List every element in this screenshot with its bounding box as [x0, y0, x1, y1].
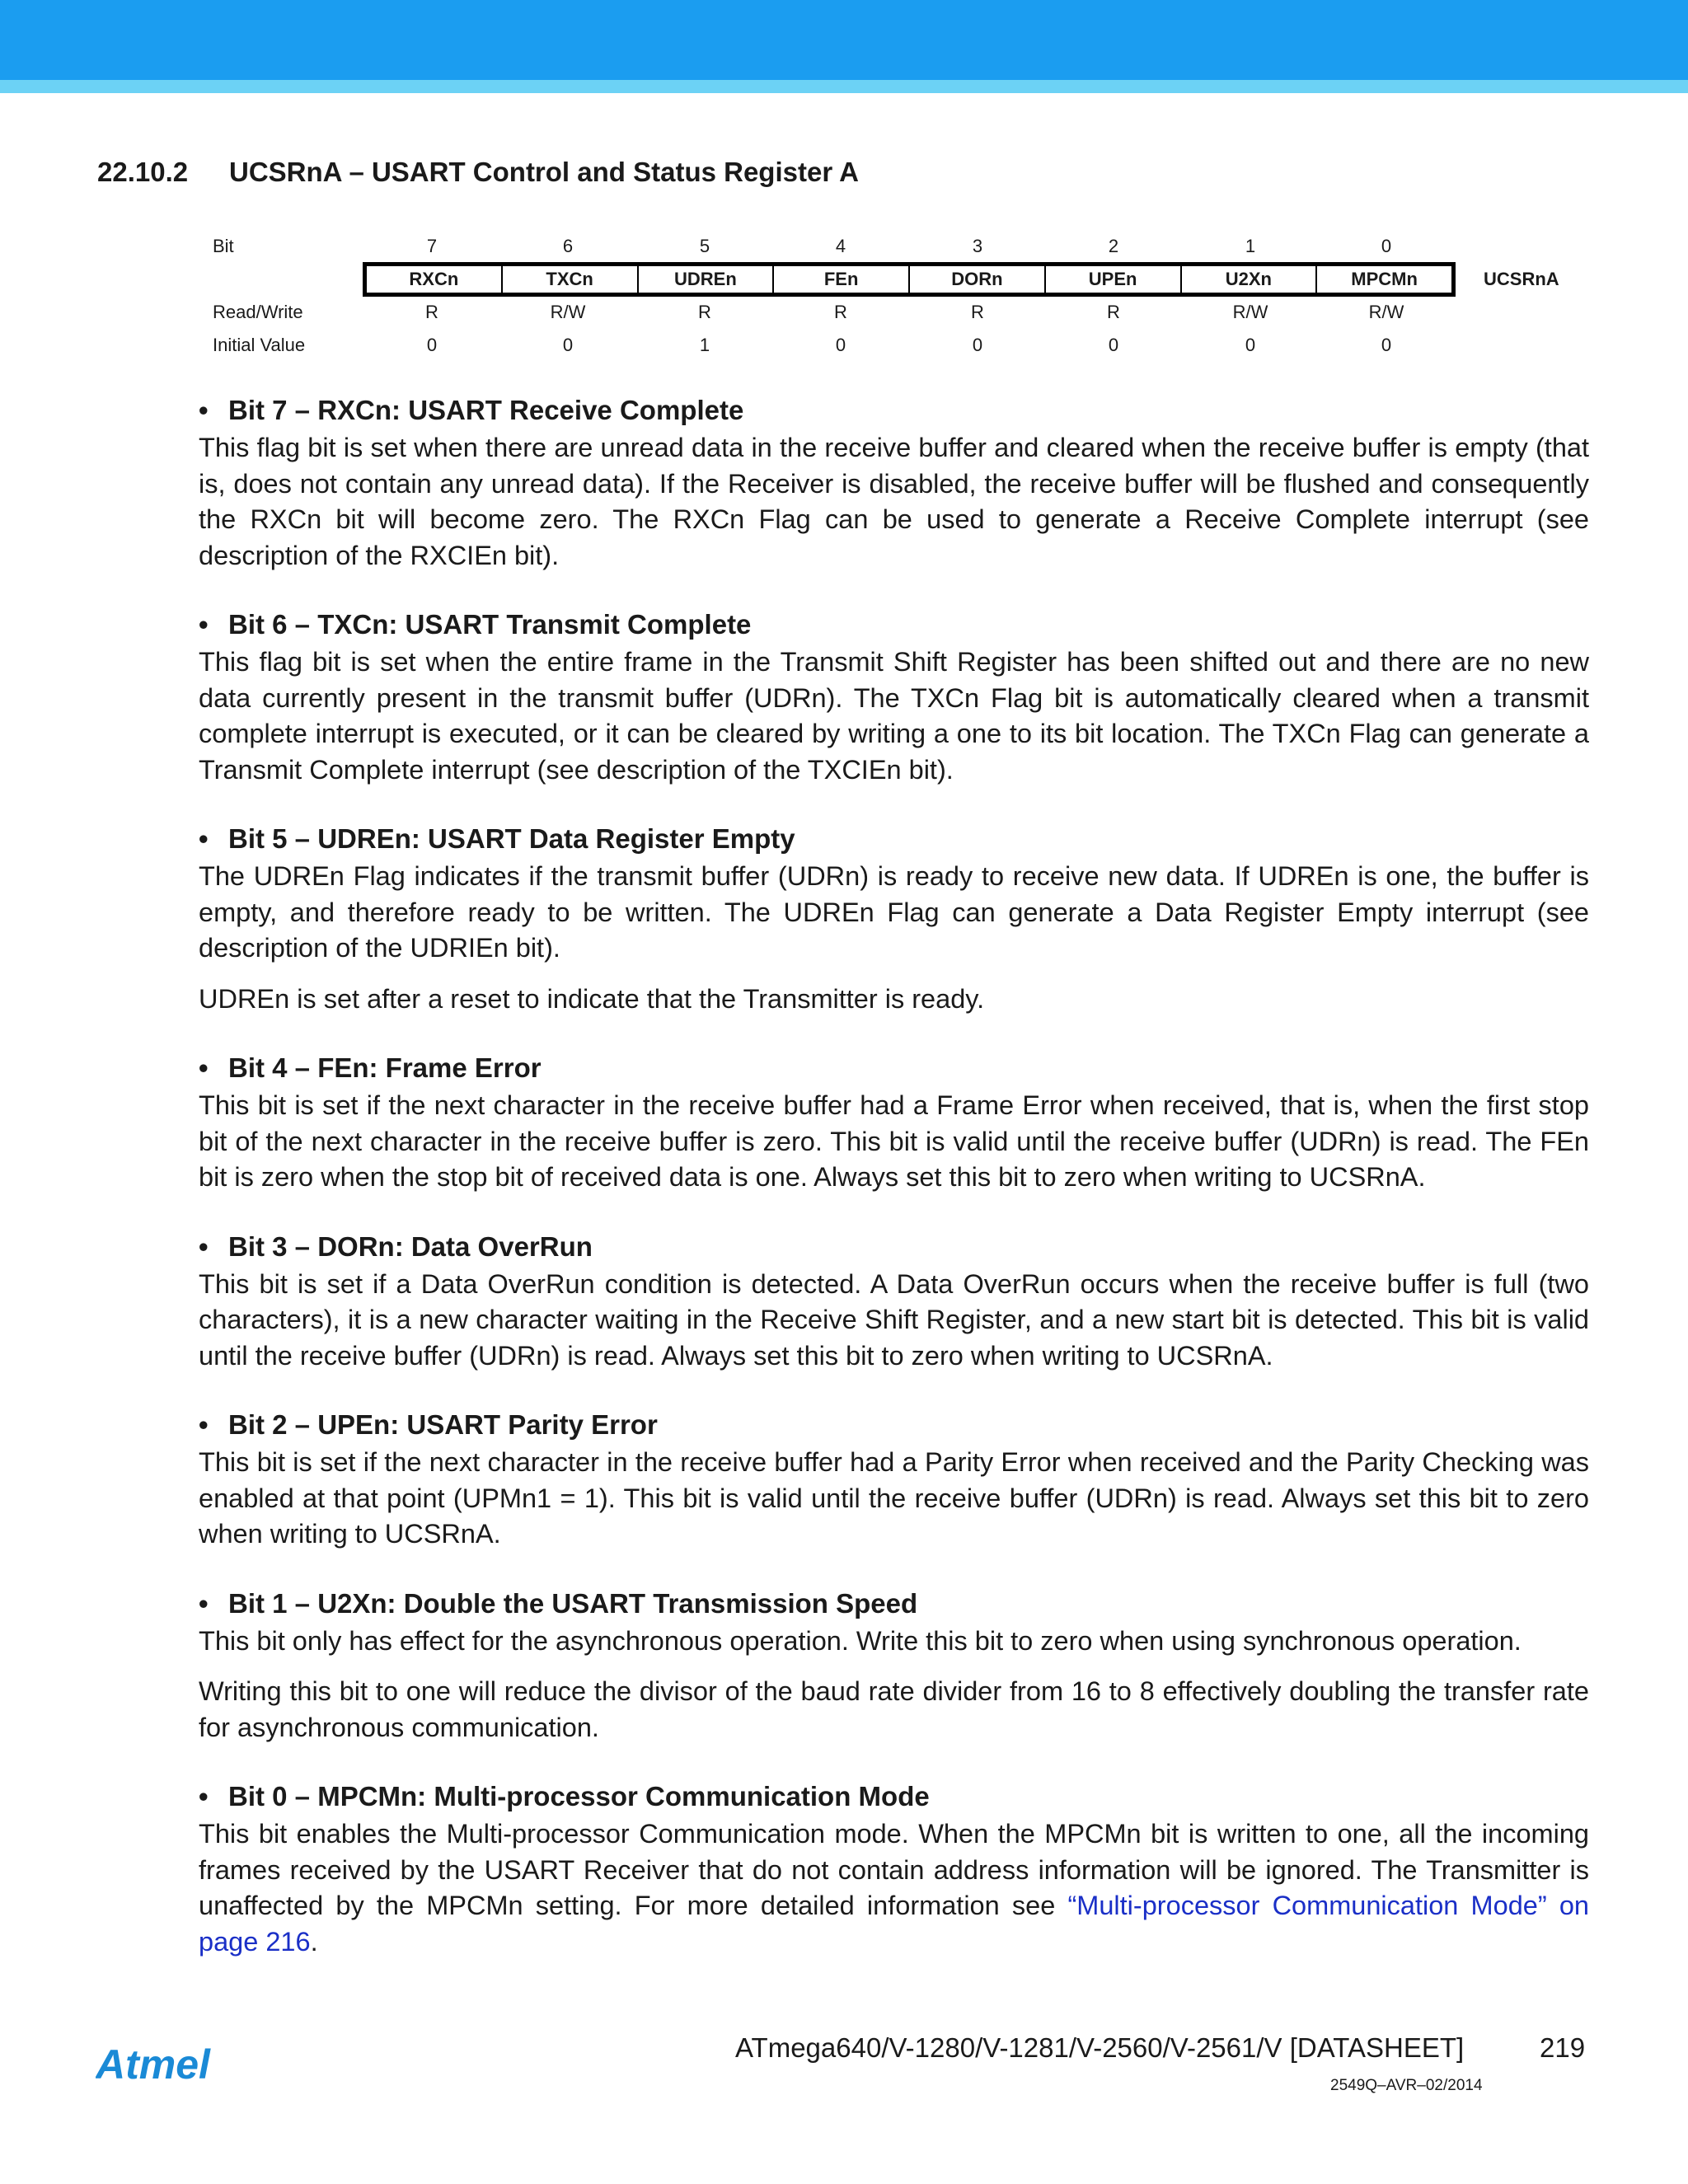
svg-text:Atmel: Atmel [96, 2042, 210, 2088]
bit-0-section [199, 1779, 1589, 1960]
init-value: 0 [835, 335, 846, 355]
bit-name: UDREn [639, 266, 775, 293]
bit-paragraph: This bit enables the Multi-processor Communication mode. When the MPCMn bit is written to one, all the incoming frames received by the USART Receiver that do not contain address information will be ignored. The Transmitter is unaffected by the MPCMn setting. For more detailed information see “Multi-processor Communication Mode” on page 216. [199, 1819, 1590, 1957]
bit-number: 4 [835, 236, 846, 256]
bit-heading: • Bit 1 – U2Xn: Double the USART Transmission Speed [199, 1587, 918, 1619]
bit-paragraph: This flag bit is set when the entire frame in the Transmit Shift Register has been shifted out and there are no new data currently present in the transmit buffer (UDRn). The TXCn Flag bit is automatically cleared when a transmit complete interrupt is executed, or it can be cleared by writing a one to its bit location. The TXCn Flag can generate a Transmit Complete interrupt (see description of the TXCIEn bit). [199, 647, 1589, 785]
bit-name: UPEn [1046, 266, 1182, 293]
bit-paragraph: UDREn is set after a reset to indicate that the Transmitter is ready. [199, 983, 985, 1014]
bit-number: 2 [1108, 236, 1119, 256]
bit-heading: • Bit 7 – RXCn: USART Receive Complete [199, 395, 744, 425]
bit-name: U2Xn [1182, 266, 1318, 293]
rw-value: R [425, 302, 438, 322]
footer-document-code: 2549Q–AVR–02/2014 [1330, 2077, 1483, 2094]
bit-2-section [199, 1407, 1589, 1553]
bit-3-section [199, 1229, 1589, 1375]
init-value: 0 [1245, 335, 1256, 355]
bit-name: DORn [910, 266, 1046, 293]
bit-paragraph: This bit is set if a Data OverRun condition is detected. A Data OverRun occurs when the receive buffer is full (two characters), it is a new character waiting in the Receive Shift Register, and a new start bit is detected. This bit is valid until the receive buffer (UDRn) is read. Always set this bit to zero when writing to UCSRnA. [199, 1268, 1589, 1371]
bit-7-section [199, 392, 1589, 574]
section-title: UCSRnA – USART Control and Status Register A [229, 157, 859, 187]
atmel-logo [96, 2042, 237, 2088]
bit-5-section [199, 821, 1589, 1017]
rw-value: R/W [550, 302, 586, 322]
header-stripe [0, 80, 1688, 93]
init-value: 0 [426, 335, 438, 355]
bit-1-section [199, 1586, 1589, 1746]
bit-heading: • Bit 2 – UPEn: USART Parity Error [199, 1409, 658, 1440]
bit-number: 5 [699, 236, 710, 256]
init-value: 0 [1381, 335, 1392, 355]
init-value: 1 [699, 335, 710, 355]
rw-value: R [1107, 302, 1120, 322]
bit-heading: • Bit 6 – TXCn: USART Transmit Complete [199, 609, 752, 640]
rw-value: R/W [1232, 302, 1268, 322]
init-value: 0 [972, 335, 983, 355]
bit-paragraph: This flag bit is set when there are unread data in the receive buffer and cleared when the receive buffer is empty (that is, does not contain any unread data). If the Receiver is disabled, the receive buffer will be flushed and consequently the RXCn bit will become zero. The RXCn Flag can be used to generate a Receive Complete interrupt (see description of the RXCIEn bit). [199, 433, 1589, 570]
bit-number: 0 [1381, 236, 1392, 256]
bit-heading: • Bit 0 – MPCMn: Multi-processor Communication Mode [199, 1781, 930, 1811]
bit-name: RXCn [367, 266, 503, 293]
footer-document-title: ATmega640/V-1280/V-1281/V-2560/V-2561/V [DATASHEET] [735, 2032, 1465, 2063]
bit-row-label: Bit [213, 236, 234, 256]
rw-value: R/W [1368, 302, 1404, 322]
bit-paragraph: This bit is set if the next character in the receive buffer had a Parity Error when received and the Parity Checking was enabled at that point (UPMn1 = 1). This bit is valid until the receive buffer (UDRn) is read. Always set this bit to zero when writing to UCSRnA. [199, 1447, 1589, 1549]
bit-number: 7 [426, 236, 438, 256]
bit-number: 6 [562, 236, 574, 256]
register-bit-box [363, 262, 1456, 297]
bit-paragraph: The UDREn Flag indicates if the transmit buffer (UDRn) is ready to receive new data. If UDREn is one, the buffer is empty, and therefore ready to be written. The UDREn Flag can generate a Data Register Empty interrupt (see description of the UDRIEn bit). [199, 861, 1589, 963]
init-value: 0 [562, 335, 574, 355]
bit-name: TXCn [503, 266, 639, 293]
bit-heading: • Bit 5 – UDREn: USART Data Register Empty [199, 823, 795, 854]
bit-heading: • Bit 4 – FEn: Frame Error [199, 1052, 542, 1083]
rw-value: R [698, 302, 711, 322]
footer-page-number: 219 [1540, 2032, 1586, 2063]
bit-descriptions [199, 392, 1589, 1993]
rw-value: R [834, 302, 847, 322]
bit-number: 3 [972, 236, 983, 256]
cross-reference-link[interactable]: “Multi-processor Communication Mode” on page 216 [199, 1891, 1590, 1957]
bit-name: FEn [774, 266, 910, 293]
section-number: 22.10.2 [97, 157, 189, 187]
init-value: 0 [1108, 335, 1119, 355]
bit-name: MPCMn [1351, 269, 1418, 289]
bit-paragraph: This bit only has effect for the asynchronous operation. Write this bit to zero when using synchronous operation. [199, 1625, 1522, 1656]
init-row-label: Initial Value [213, 335, 306, 355]
section-heading [97, 157, 859, 188]
bit-6-section [199, 607, 1589, 788]
header-band [0, 0, 1688, 80]
bit-4-section [199, 1050, 1589, 1196]
bit-heading: • Bit 3 – DORn: Data OverRun [199, 1230, 593, 1262]
bit-number: 1 [1245, 236, 1256, 256]
rw-value: R [971, 302, 984, 322]
bit-paragraph: Writing this bit to one will reduce the divisor of the baud rate divider from 16 to 8 effectively doubling the transfer rate for asynchronous communication. [199, 1676, 1589, 1742]
register-name: UCSRnA [1484, 269, 1559, 289]
bit-paragraph: This bit is set if the next character in the receive buffer had a Frame Error when received, that is, when the first stop bit of the next character in the receive buffer is zero. This bit is valid until the receive buffer (UDRn) is read. The FEn bit is zero when the stop bit of received data is one. Always set this bit to zero when writing to UCSRnA. [199, 1090, 1589, 1192]
rw-row-label: Read/Write [213, 302, 303, 322]
